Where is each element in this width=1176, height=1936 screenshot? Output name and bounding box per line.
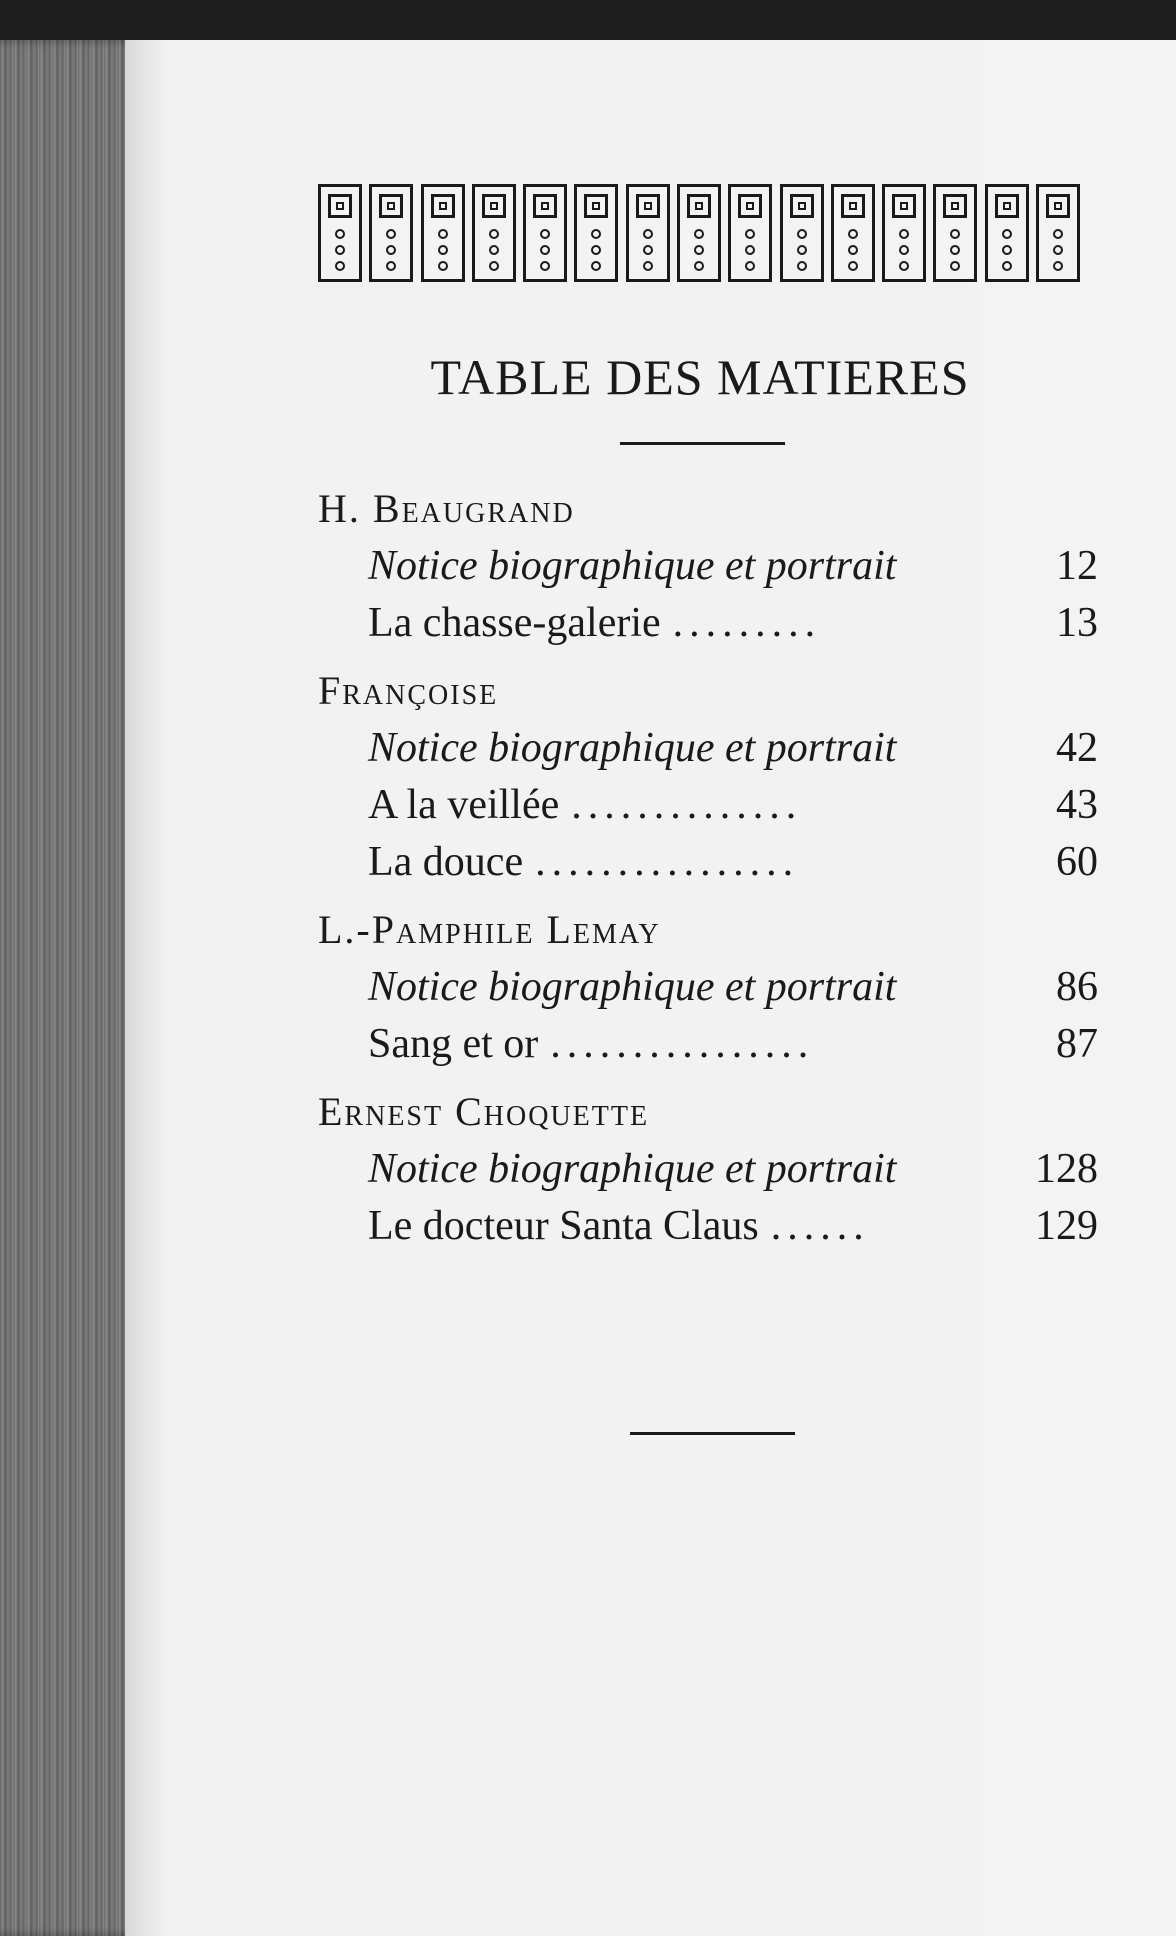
- page-number: 13: [1056, 600, 1098, 646]
- dot-leader: ................: [535, 839, 800, 885]
- page-number: 86: [1056, 964, 1098, 1010]
- dot-leader: ......: [770, 1203, 870, 1249]
- entry-title: A la veillée: [368, 782, 560, 828]
- end-divider: [630, 1432, 795, 1435]
- dot-leader: .........: [672, 600, 822, 646]
- entry-title: La douce: [368, 839, 524, 885]
- entry-title: Notice biographique et portrait: [368, 725, 897, 771]
- toc-entry: [318, 1141, 1098, 1198]
- ornament-cell: [318, 184, 362, 282]
- author-heading: L.-Pamphile Lemay: [318, 907, 661, 952]
- decorative-border-icon: [318, 184, 1080, 286]
- ornament-cell: [1036, 184, 1080, 282]
- entry-title: Notice biographique et portrait: [368, 543, 897, 589]
- entry-title: Sang et or: [368, 1021, 539, 1067]
- ornament-cell: [574, 184, 618, 282]
- dot-leader: ................: [550, 1021, 815, 1067]
- toc-entry: [318, 595, 1098, 652]
- page-title: TABLE DES MATIERES: [430, 349, 970, 405]
- ornament-cell: [369, 184, 413, 282]
- ornament-cell: [985, 184, 1029, 282]
- author-heading: Ernest Choquette: [318, 1089, 650, 1134]
- toc-section: [318, 662, 1098, 891]
- toc-entry: [318, 834, 1098, 891]
- page-number: 43: [1056, 782, 1098, 828]
- page-number: 87: [1056, 1021, 1098, 1067]
- toc-section: [318, 480, 1098, 652]
- toc-entry: [318, 1198, 1098, 1255]
- ornament-cell: [728, 184, 772, 282]
- ornament-cell: [472, 184, 516, 282]
- page-number: 42: [1056, 725, 1098, 771]
- entry-title: Le docteur Santa Claus: [368, 1203, 759, 1249]
- page-number: 128: [1035, 1146, 1098, 1192]
- author-heading: H. Beaugrand: [318, 486, 575, 531]
- page-number: 60: [1056, 839, 1098, 885]
- table-of-contents: [318, 480, 1098, 1265]
- title-divider: [620, 442, 785, 445]
- page-number: 12: [1056, 543, 1098, 589]
- toc-entry: [318, 720, 1098, 777]
- author-heading: Françoise: [318, 668, 499, 713]
- dot-leader: ..............: [571, 782, 803, 828]
- ornament-cell: [933, 184, 977, 282]
- ornament-cell: [677, 184, 721, 282]
- entry-title: Notice biographique et portrait: [368, 964, 897, 1010]
- ornament-cell: [523, 184, 567, 282]
- ornament-cell: [626, 184, 670, 282]
- toc-entry: [318, 538, 1098, 595]
- toc-section: [318, 901, 1098, 1073]
- entry-title: Notice biographique et portrait: [368, 1146, 897, 1192]
- page-number: 129: [1035, 1203, 1098, 1249]
- ornament-cell: [882, 184, 926, 282]
- ornament-cell: [421, 184, 465, 282]
- toc-entry: [318, 777, 1098, 834]
- ornament-cell: [780, 184, 824, 282]
- toc-section: [318, 1083, 1098, 1255]
- entry-title: La chasse-galerie: [368, 600, 661, 646]
- toc-entry: [318, 959, 1098, 1016]
- toc-entry: [318, 1016, 1098, 1073]
- ornament-cell: [831, 184, 875, 282]
